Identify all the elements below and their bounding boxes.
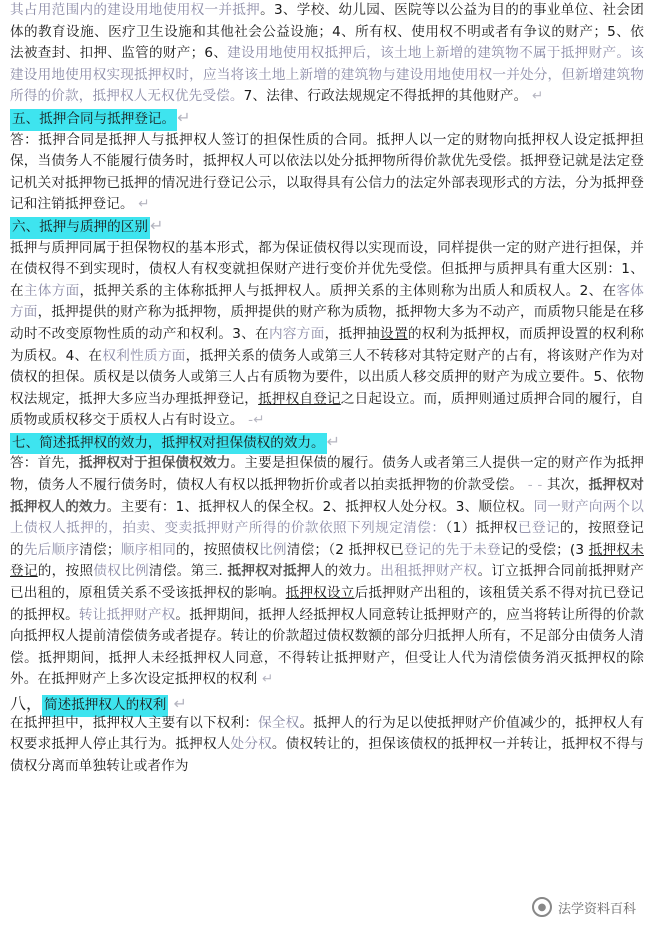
text-run: 主体方面: [23, 282, 80, 299]
text-run: 。主要是担保债的履行。债务人或者第三人提供一定的财产作为抵押物，债务人不履行债务时，债权人有权以抵押物折价或者以拍卖抵押物的价款受偿。: [10, 455, 645, 494]
text-run: ，抵押抽: [324, 325, 381, 342]
text-run: 顺序相同: [120, 541, 177, 558]
heading-6: 六、抵押与质押的区别: [10, 217, 150, 239]
text-run: ↵: [133, 196, 150, 213]
text-run: 清偿；（2 抵押权已: [286, 541, 404, 558]
text-run: 。3、学校、幼儿园、医院等以公益为目的的事业单位、社会团体的教育设施、医疗卫生设施和其他社会公益设施；4、所有权、使用权不明或者有争议的财产；5、依法被查封、扣押、监管的财产；6、: [10, 2, 644, 62]
text-run: 的权利为抵押权，而质押设置的权利称为质权。4、在: [10, 325, 644, 364]
paragraph-7: [10, 453, 644, 691]
text-run: - -: [523, 477, 548, 494]
text-run: 登记的先于未登: [403, 541, 501, 558]
text-run: 7、法律、行政法规规定不得抵押的其他财产。: [243, 88, 528, 105]
heading-row-7: [10, 432, 644, 454]
pilcrow: ↵: [149, 215, 164, 235]
text-run: -↵: [243, 412, 265, 429]
text-run: 。债权转让的，担保该债权的抵押权一并转让，抵押权不得与债权分离而单独转让或者作为: [10, 736, 644, 774]
text-run: 记的受偿；(3: [500, 541, 589, 558]
text-run: 抵押与质押同属于担保物权的基本形式，都为保证债权得以实现而设，同样提供一定的财产进行担保，并在债权得不到实现时，债权人有权变就担保财产进行变价并优先受偿。但抵押与质押具有重大区别：1、在: [10, 239, 644, 299]
text-run: 的，按照登记的: [10, 520, 645, 558]
text-run: 同一财产向两个以上债权人抵押的，拍卖、变卖抵押财产所得的价款依照下列规定清偿：: [10, 498, 644, 537]
text-run: 内容方面: [269, 325, 325, 342]
text-run: 的，按照债权: [176, 541, 260, 558]
heading-8-pilcrow: ↵: [168, 694, 187, 713]
text-run: 后抵押财产出租的，该租赁关系不得对抗已登记的抵押权。: [10, 585, 645, 623]
text-run: 抵押权未登记: [10, 541, 644, 580]
text-run: 抵押权对于担保债权效力: [78, 455, 231, 472]
text-run: 先后顺序: [23, 541, 80, 558]
text-run: 建设用地使用权抵押后，该土地上新增的建筑物不属于抵押财产。该建设用地使用权实现抵押权时，应当将该土地上新增的建筑物与建设用地使用权一并处分，但新增建筑物所得的价款，抵押权人无权优先受偿。: [10, 45, 644, 105]
text-run: 客体方面: [10, 282, 644, 321]
text-run: 答：抵押合同是抵押人与抵押权人签订的担保性质的合同。抵押人以一定的财物向抵押权人设定抵押担保，当债务人不能履行债务时，抵押权人可以依法以处分抵押物所得价款优先受偿。抵押登记就是法定登记机关对抵押物已抵押的情况进行登记公示，以取得具有公信力的法定外部表现形式的方法，分为抵押登记和注销抵押登记。: [10, 131, 644, 213]
text-run: ，抵押关系的债务人或第三人不转移对其特定财产的占有，将该财产作为对债权的担保。质权是以债务人或第三人占有质物为要件，以出质人移交质押的财产为成立要件。5、依物权法规定，抵押大多应当办理抵押登记，: [10, 347, 644, 407]
text-run: 清偿。第三.: [148, 563, 228, 580]
text-run: 抵押权设立: [285, 585, 355, 602]
text-run: 已登记: [517, 520, 561, 537]
text-run: 。主要有：1、抵押权人的保全权。2、抵押权人处分权。3、顺位权。: [106, 498, 534, 515]
text-run: 比例: [259, 541, 287, 558]
text-run: 之日起设立。而，质押则通过质押合同的履行，自质物或质权移交于质权人占有时设立。: [10, 390, 644, 429]
text-run: 转让抵押财产权: [78, 606, 176, 623]
watermark: [528, 895, 640, 919]
heading-8: 简述抵押权人的权利: [42, 695, 168, 717]
paragraph-8: [10, 713, 644, 778]
text-run: 。抵押人的行为足以使抵押财产价值减少的，抵押权人有权要求抵押人停止其行为。抵押权人: [10, 714, 645, 753]
text-run: 清偿；: [79, 541, 121, 558]
watermark-text: 法学资料百科: [557, 901, 636, 917]
text-run: 设置: [380, 325, 408, 342]
heading-5: 五、抵押合同与抵押登记。: [10, 109, 177, 131]
pilcrow: ↵: [326, 431, 341, 451]
text-run: ↵: [257, 671, 274, 688]
text-run: （1）抵押权: [445, 520, 518, 537]
text-run: 其占用范围内的建设用地使用权一并抵押: [10, 2, 261, 18]
text-run: 出租抵押财产权: [380, 563, 478, 580]
text-run: 抵押权对抵押权人的效力: [10, 477, 644, 515]
text-run: 处分权: [230, 736, 272, 753]
text-run: 在抵押担中，抵押权人主要有以下权利：: [10, 714, 259, 731]
paragraph-6: [10, 238, 644, 432]
paragraph-5: [10, 130, 644, 216]
paragraph-4-continued: [10, 0, 644, 108]
text-run: 抵押权对抵押人: [227, 563, 325, 580]
text-run: 保全权: [258, 714, 300, 731]
heading-row-5: [10, 108, 644, 130]
text-run: 其次，: [547, 477, 589, 494]
text-run: ↵: [527, 88, 544, 105]
heading-row-6: [10, 216, 644, 238]
text-run: ，抵押提供的财产称为抵押物，质押提供的财产称为质物，抵押物大多为不动产，而质物只能是在移动时不改变原物性质的动产和权利。3、在: [10, 304, 644, 342]
text-run: 。抵押期间，抵押人经抵押权人同意转让抵押财产的，应当将转让所得的价款向抵押权人提前清偿债务或者提存。转让的价款超过债权数额的部分归抵押人所有，不足部分由债务人清偿。抵押期间，抵押人未经抵押权人同意，不得转让抵押财产，但受让人代为清偿债务消灭抵押权的除外。在抵押财产上多次设定抵押权的权利: [10, 606, 644, 688]
pilcrow: ↵: [177, 107, 191, 127]
text-run: 。订立抵押合同前抵押财产已出租的，原租赁关系不受该抵押权的影响。: [10, 563, 644, 602]
heading-row-8: [10, 691, 644, 713]
text-run: 答：首先，: [10, 455, 79, 472]
text-run: 抵押权自登记: [258, 390, 341, 407]
text-run: 的，按照: [37, 563, 94, 580]
wechat-logo-icon: ●: [532, 897, 552, 917]
text-run: 权利性质方面: [102, 347, 186, 364]
text-run: 的效力。: [324, 563, 381, 580]
heading-7: 七、简述抵押权的效力，抵押权对担保债权的效力。: [10, 433, 327, 455]
heading-8-prefix: 八，: [10, 694, 43, 713]
text-run: 债权比例: [93, 563, 149, 580]
text-run: ，抵押关系的主体称抵押人与抵押权人。质押关系的主体则称为出质人和质权人。2、在: [79, 282, 617, 299]
